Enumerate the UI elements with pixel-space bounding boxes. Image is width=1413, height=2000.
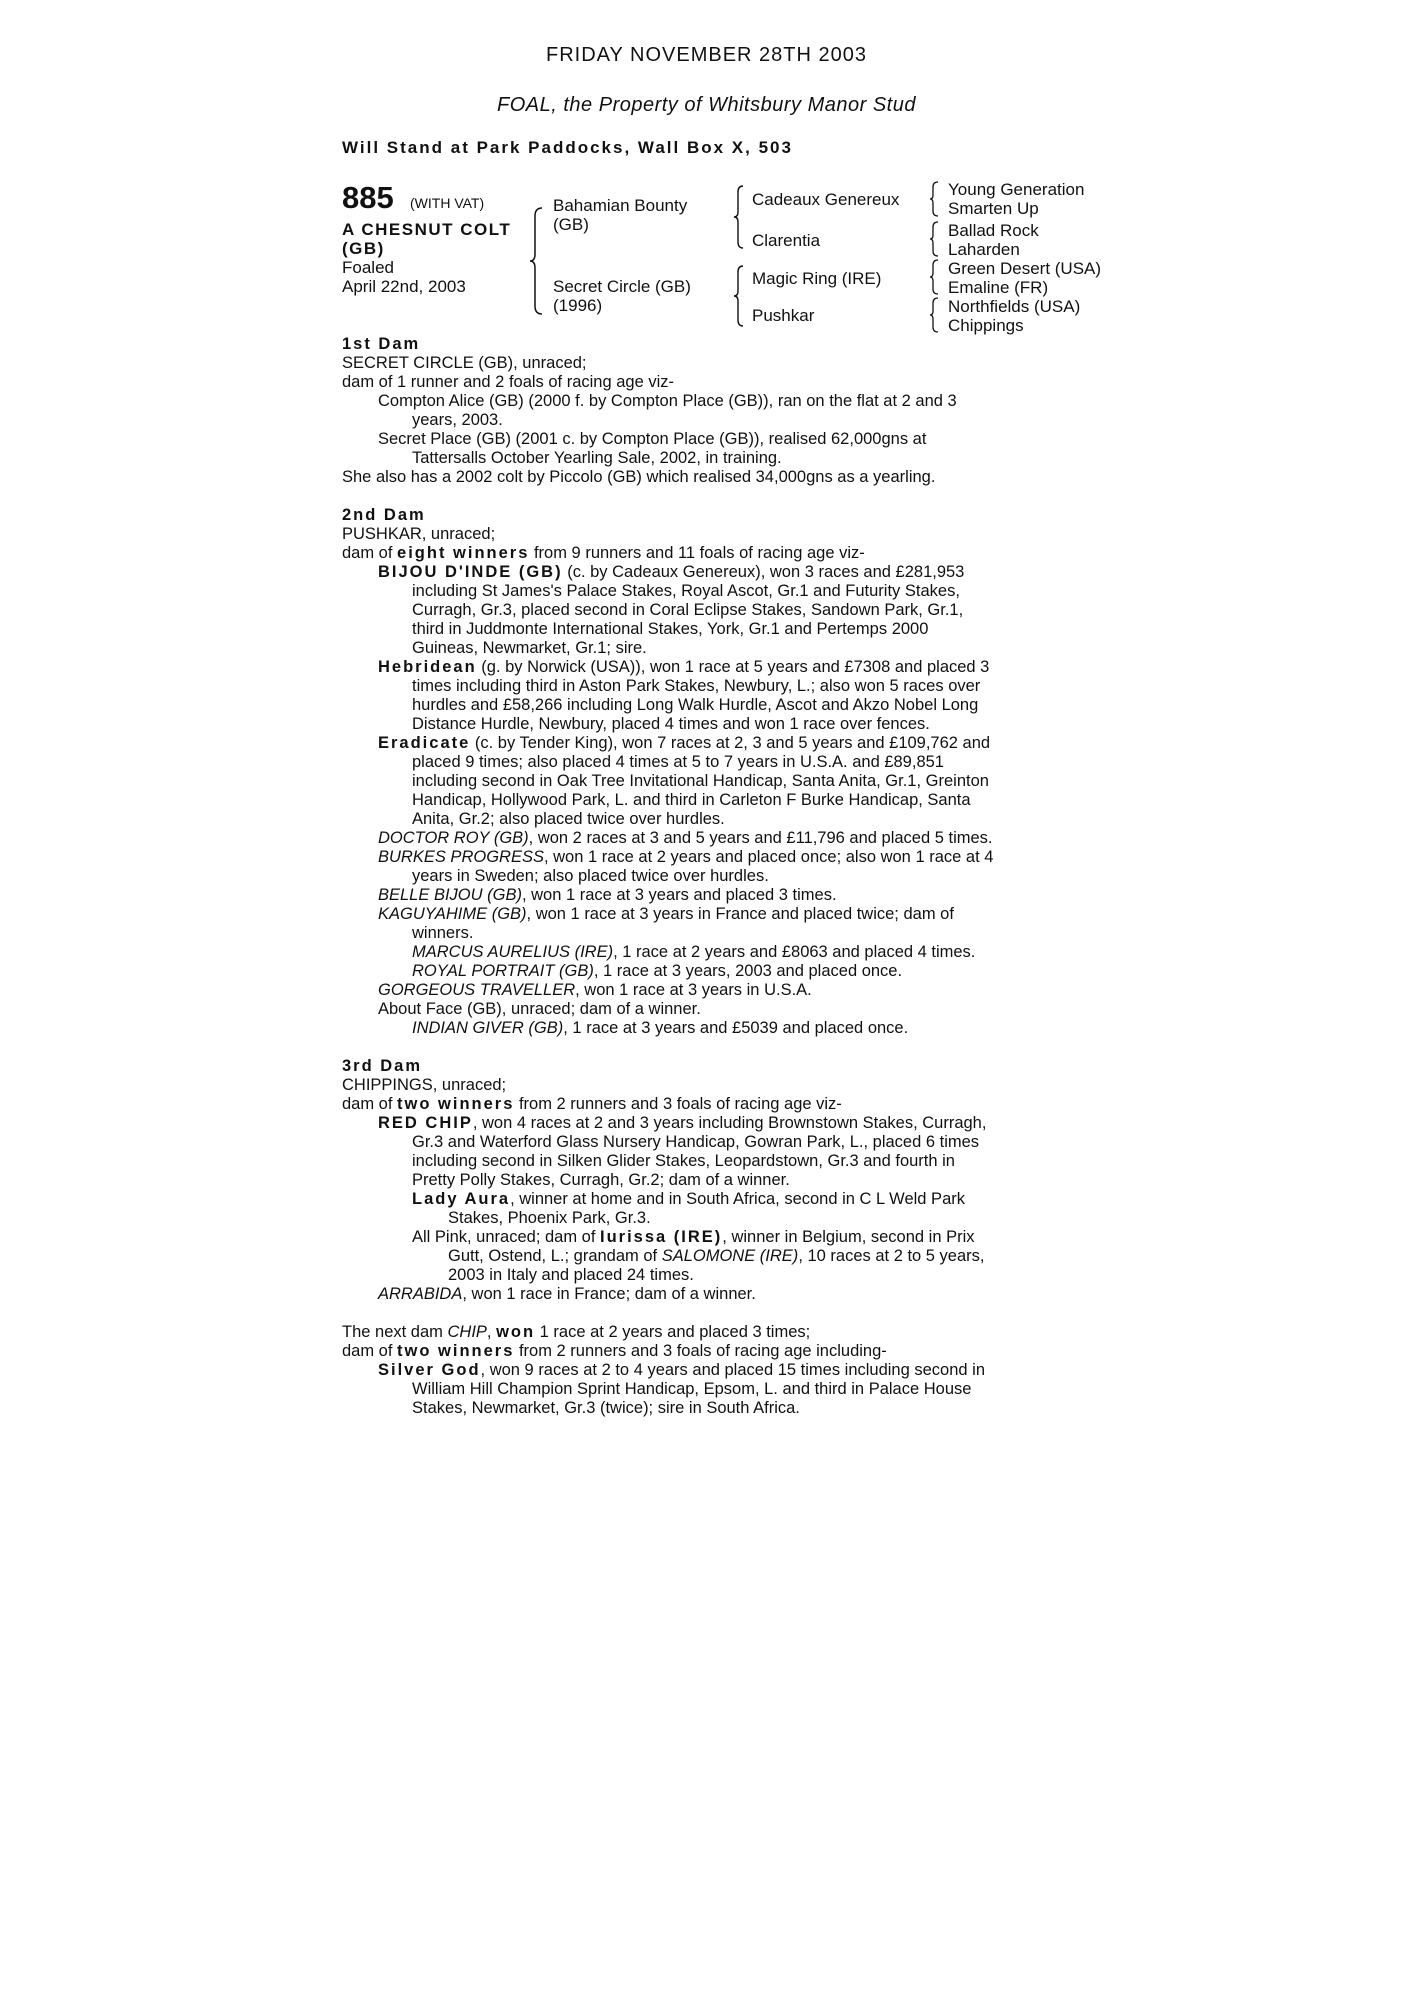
entry-text: Stakes, Newmarket, Gr.3 (twice); sire in South Africa. [412, 1399, 800, 1417]
ped-ds [948, 259, 1101, 297]
entry-text: All Pink, unraced; dam of [412, 1228, 601, 1246]
entry-text: Pretty Polly Stakes, Curragh, Gr.2; dam of a winner. [412, 1171, 790, 1189]
horse-name: DOCTOR ROY (GB) [378, 829, 529, 847]
entry-text: , won 9 races at 2 to 4 years and placed 15 times including second in [480, 1361, 985, 1379]
lot-description [342, 220, 511, 258]
progeny-entry [342, 1000, 1077, 1019]
progeny-entry [342, 981, 1077, 1000]
foaled-label: Foaled [342, 258, 394, 277]
progeny-entry [342, 1019, 1077, 1038]
progeny-entry [342, 962, 1077, 981]
entry-text: (c. by Cadeaux Genereux), won 3 races and £281,953 [562, 563, 965, 581]
entry-text: , winner in Belgium, second in Prix [722, 1228, 975, 1246]
foaled-date: April 22nd, 2003 [342, 277, 466, 296]
progeny-entry [342, 943, 1077, 962]
text: The next dam [342, 1323, 448, 1341]
dam-name: Secret Circle (GB) [553, 277, 691, 296]
progeny-entry [342, 905, 1077, 943]
text: won [496, 1323, 536, 1341]
horse-name: Silver God [378, 1361, 481, 1379]
next-dam-line1 [342, 1323, 1077, 1342]
horse-name: BELLE BIJOU (GB) [378, 886, 522, 904]
second-dam-line1: PUSHKAR, unraced; [342, 525, 496, 543]
text: , [486, 1323, 497, 1341]
first-dam-line2: dam of 1 runner and 2 foals of racing age viz- [342, 373, 675, 391]
second-dam-line2 [342, 544, 1077, 563]
entry-text: , won 1 race at 3 years in U.S.A. [575, 981, 812, 999]
third-dam-line2 [342, 1095, 1077, 1114]
entry-text: hurdles and £58,266 including Long Walk Hurdle, Ascot and Akzo Nobel Long [412, 696, 979, 714]
entry-text: placed 9 times; also placed 4 times at 5 to 7 years in U.S.A. and £89,851 [412, 753, 944, 771]
pedigree-brace-dam [732, 264, 746, 328]
entry-text: Compton Alice (GB) (2000 f. by Compton Place (GB)), ran on the flat at 2 and 3 [378, 392, 957, 410]
horse-name: Lady Aura [412, 1190, 511, 1208]
winners-count: two winners [397, 1342, 515, 1360]
horse-name: BIJOU D'INDE (GB) [378, 563, 563, 581]
progeny-entry [342, 886, 1077, 905]
lot-description-line1: A CHESNUT COLT [342, 220, 512, 239]
dam-sire: Magic Ring (IRE) [752, 269, 882, 288]
horse-name: SALOMONE (IRE) [661, 1247, 799, 1265]
horse-name: GORGEOUS TRAVELLER [378, 981, 576, 999]
foaled-block [342, 258, 466, 296]
entry-text: third in Juddmonte International Stakes, York, Gr.1 and Pertemps 2000 [412, 620, 929, 638]
entry-text: (g. by Norwick (USA)), won 1 race at 5 years and £7308 and placed 3 [476, 658, 990, 676]
entry-text: times including third in Aston Park Stakes, Newbury, L.; also won 5 races over [412, 677, 981, 695]
horse-name: RED CHIP [378, 1114, 473, 1132]
ped-ss [948, 180, 1084, 218]
progeny-entry [342, 430, 1077, 468]
first-dam-line3: She also has a 2002 colt by Piccolo (GB) which realised 34,000gns as a yearling. [342, 468, 936, 486]
entry-text: , won 1 race at 3 years in France and placed twice; dam of [526, 905, 954, 923]
entry-text: Secret Place (GB) (2001 c. by Compton Place (GB)), realised 62,000gns at [378, 430, 927, 448]
sale-date: FRIDAY NOVEMBER 28TH 2003 [545, 44, 868, 66]
lot-subtitle: FOAL, the Property of Whitsbury Manor Stud [497, 94, 916, 116]
next-dam-line2 [342, 1342, 1077, 1361]
entry-text: Curragh, Gr.3, placed second in Coral Eclipse Stakes, Sandown Park, Gr.1, [412, 601, 964, 619]
sire-sire: Cadeaux Genereux [752, 190, 900, 209]
entry-text: Handicap, Hollywood Park, L. and third in Carleton F Burke Handicap, Santa [412, 791, 971, 809]
horse-name: KAGUYAHIME (GB) [378, 905, 527, 923]
entry-text: , won 1 race in France; dam of a winner. [462, 1285, 756, 1303]
horse-name: ARRABIDA [378, 1285, 463, 1303]
horse-name: MARCUS AURELIUS (IRE) [412, 943, 614, 961]
entry-text: years in Sweden; also placed twice over hurdles. [412, 867, 769, 885]
sire-country: (GB) [553, 215, 589, 234]
text: , 10 races at 2 to 5 years, [798, 1247, 985, 1265]
horse-name: BURKES PROGRESS [378, 848, 544, 866]
horse-name: Eradicate [378, 734, 471, 752]
text: dam of [342, 1095, 398, 1113]
entry-text: , won 1 race at 2 years and placed once; also won 1 race at 4 [543, 848, 994, 866]
entry-text: including second in Oak Tree Invitational Handicap, Santa Anita, Gr.1, Greinton [412, 772, 989, 790]
dd-sire: Northfields (USA) [948, 297, 1081, 316]
first-dam-heading: 1st Dam [342, 335, 421, 353]
sd-dam: Laharden [948, 240, 1020, 259]
pedigree-brace-sire [732, 184, 746, 250]
progeny-entry [342, 734, 1077, 829]
text: Gutt, Ostend, L.; grandam of [448, 1247, 662, 1265]
family-notes [342, 335, 1077, 1418]
ds-sire: Green Desert (USA) [948, 259, 1102, 278]
progeny-entry [342, 1361, 1077, 1418]
text: from 2 runners and 3 foals of racing age viz- [514, 1095, 842, 1113]
entry-text: Guineas, Newmarket, Gr.1; sire. [412, 639, 647, 657]
entry-text [412, 1247, 1077, 1266]
second-dam-heading: 2nd Dam [342, 506, 426, 524]
entry-text: , won 1 race at 3 years and placed 3 times. [521, 886, 837, 904]
text: from 9 runners and 11 foals of racing age viz- [529, 544, 865, 562]
third-dam-heading: 3rd Dam [342, 1057, 423, 1075]
first-dam-line1: SECRET CIRCLE (GB), unraced; [342, 354, 587, 372]
horse-name: ROYAL PORTRAIT (GB) [412, 962, 594, 980]
entry-text: Distance Hurdle, Newbury, placed 4 times and won 1 race over fences. [412, 715, 930, 733]
progeny-entry [342, 392, 1077, 430]
third-dam-line1: CHIPPINGS, unraced; [342, 1076, 507, 1094]
ped-sd [948, 221, 1039, 259]
horse-name: INDIAN GIVER (GB) [412, 1019, 564, 1037]
sd-sire: Ballad Rock [948, 221, 1039, 240]
stand-location: Will Stand at Park Paddocks, Wall Box X, 503 [342, 138, 793, 157]
entry-text: including St James's Palace Stakes, Royal Ascot, Gr.1 and Futurity Stakes, [412, 582, 960, 600]
brace-ds [928, 258, 940, 296]
winners-count: two winners [397, 1095, 515, 1113]
entry-text: , 1 race at 3 years and £5039 and placed once. [563, 1019, 909, 1037]
ss-dam: Smarten Up [948, 199, 1039, 218]
horse-name: Iurissa (IRE) [600, 1228, 723, 1246]
horse-name: CHIP [447, 1323, 487, 1341]
entry-text: Stakes, Phoenix Park, Gr.3. [448, 1209, 651, 1227]
pedigree-dam [553, 277, 691, 315]
pedigree-brace-main [528, 206, 548, 316]
sire-name: Bahamian Bounty [553, 196, 688, 215]
vat-label: (WITH VAT) [410, 195, 485, 211]
entry-text: William Hill Champion Sprint Handicap, Epsom, L. and third in Palace House [412, 1380, 972, 1398]
entry-text: years, 2003. [412, 411, 503, 429]
text: dam of [342, 544, 398, 562]
brace-ss [928, 180, 940, 218]
entry-text: winners. [412, 924, 474, 942]
entry-text: (c. by Tender King), won 7 races at 2, 3 and 5 years and £109,762 and [470, 734, 991, 752]
brace-dd [928, 296, 940, 334]
dd-dam: Chippings [948, 316, 1024, 335]
sire-dam: Clarentia [752, 231, 821, 250]
dam-dam: Pushkar [752, 306, 815, 325]
entry-text: Tattersalls October Yearling Sale, 2002, in training. [412, 449, 782, 467]
pedigree-sire [553, 196, 687, 234]
lot-number: 885 [342, 180, 394, 215]
entry-text: Gr.3 and Waterford Glass Nursery Handicap, Gowran Park, L., placed 6 times [412, 1133, 980, 1151]
dam-year: (1996) [553, 296, 603, 315]
entry-text: About Face (GB), unraced; dam of a winner. [378, 1000, 701, 1018]
entry-text: , won 2 races at 3 and 5 years and £11,796 and placed 5 times. [528, 829, 993, 847]
progeny-entry [342, 848, 1077, 886]
progeny-entry [342, 829, 1077, 848]
entry-text: 2003 in Italy and placed 24 times. [448, 1266, 694, 1284]
entry-text: , won 4 races at 2 and 3 years including Brownstown Stakes, Curragh, [472, 1114, 987, 1132]
progeny-entry [342, 1114, 1077, 1190]
entry-text: Anita, Gr.2; also placed twice over hurdles. [412, 810, 725, 828]
text: dam of [342, 1342, 398, 1360]
ss-sire: Young Generation [948, 180, 1085, 199]
progeny-entry [342, 1190, 1077, 1228]
progeny-entry [342, 1285, 1077, 1304]
entry-text: , 1 race at 2 years and £8063 and placed 4 times. [613, 943, 976, 961]
entry-text: including second in Silken Glider Stakes, Leopardstown, Gr.3 and fourth in [412, 1152, 955, 1170]
progeny-entry [342, 563, 1077, 658]
ds-dam: Emaline (FR) [948, 278, 1049, 297]
text: from 2 runners and 3 foals of racing age including- [514, 1342, 887, 1360]
lot-description-line2: (GB) [342, 239, 385, 258]
progeny-entry [342, 1228, 1077, 1285]
text: 1 race at 2 years and placed 3 times; [535, 1323, 811, 1341]
progeny-entry [342, 658, 1077, 734]
ped-dd [948, 297, 1080, 335]
horse-name: Hebridean [378, 658, 477, 676]
winners-count: eight winners [397, 544, 530, 562]
entry-text: , 1 race at 3 years, 2003 and placed once. [593, 962, 903, 980]
brace-sd [928, 220, 940, 258]
entry-text: , winner at home and in South Africa, second in C L Weld Park [510, 1190, 965, 1208]
